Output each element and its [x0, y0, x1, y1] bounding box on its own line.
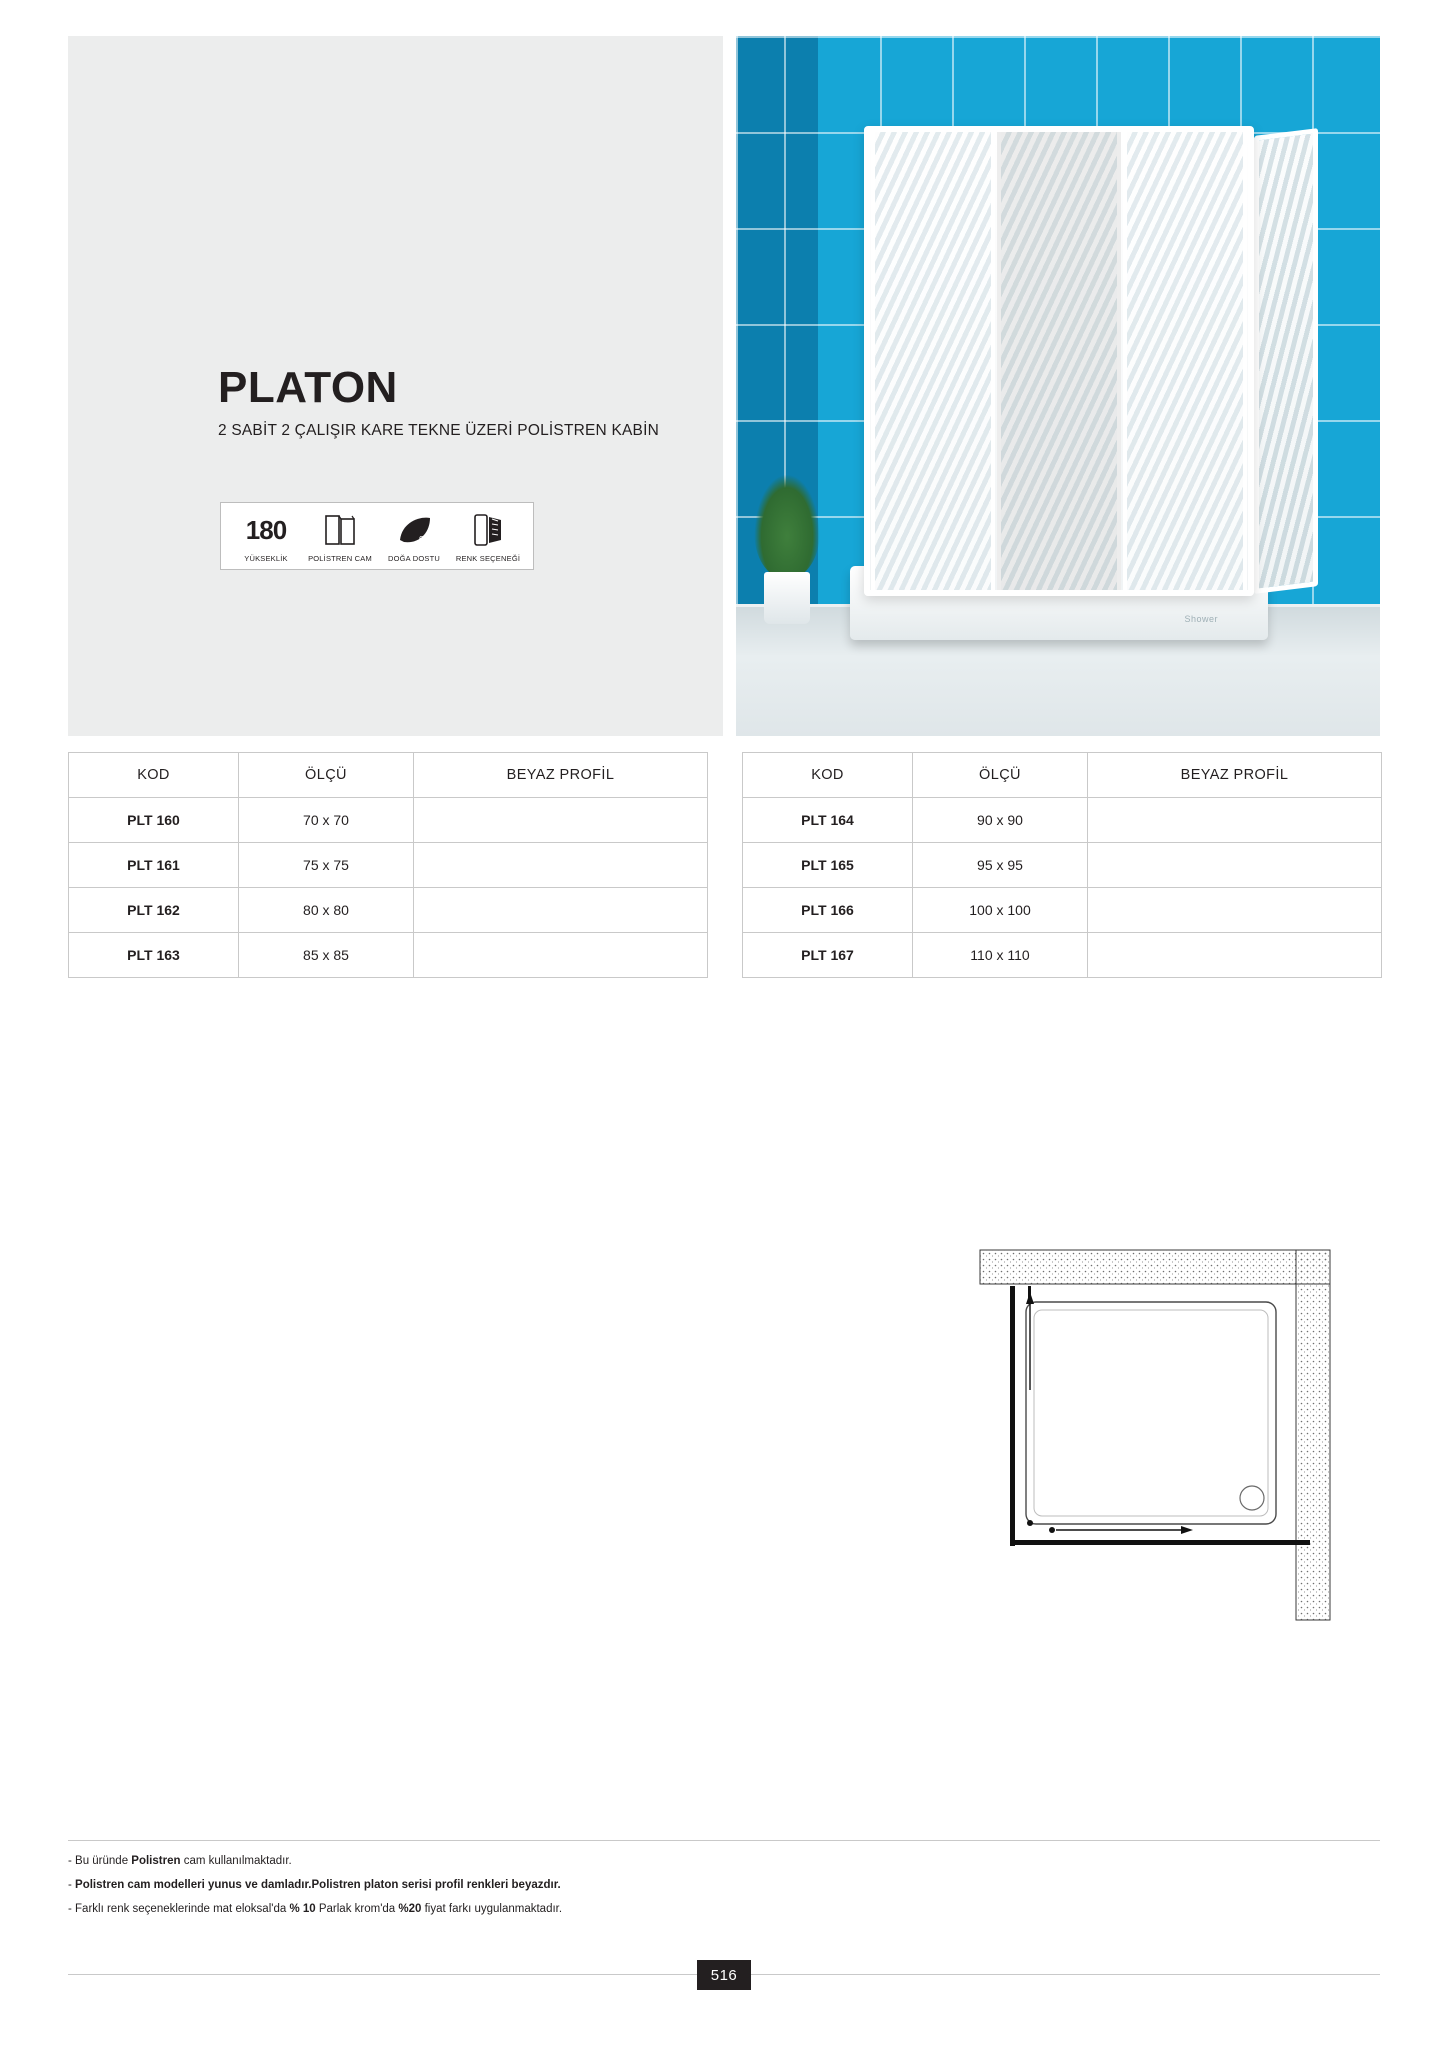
cell-code: PLT 165	[743, 843, 913, 888]
cabin-panel	[997, 132, 1121, 590]
column-header-kod: KOD	[743, 753, 913, 798]
cell-size: 95 x 95	[913, 843, 1088, 888]
table-row	[69, 798, 708, 843]
cell-code: PLT 162	[69, 888, 239, 933]
cell-size: 100 x 100	[913, 888, 1088, 933]
cell-size: 110 x 110	[913, 933, 1088, 978]
page-footer	[68, 1966, 1380, 1984]
cell-white-profile	[1088, 843, 1382, 888]
column-header-olcu: ÖLÇÜ	[239, 753, 414, 798]
cabin-frame	[864, 126, 1254, 596]
page-number: 516	[697, 1960, 751, 1990]
note-line-3: - Farklı renk seçeneklerinde mat eloksal'da % 10 Parlak krom'da %20 fiyat farkı uygulanmaktadır.	[68, 1903, 563, 1915]
cabin-panel	[1123, 132, 1247, 590]
page-title: PLATON	[218, 363, 398, 412]
column-header-kod: KOD	[69, 753, 239, 798]
shower-cabin	[864, 126, 1254, 624]
svg-text:eco: eco	[419, 533, 434, 543]
cell-code: PLT 160	[69, 798, 239, 843]
color-swatch-icon	[451, 509, 525, 551]
cell-code: PLT 164	[743, 798, 913, 843]
table-header-row	[69, 753, 708, 798]
column-header-beyaz-profil: BEYAZ PROFİL	[1088, 753, 1382, 798]
leaf-eco-icon	[377, 509, 451, 551]
column-header-beyaz-profil: BEYAZ PROFİL	[414, 753, 708, 798]
cell-code: PLT 161	[69, 843, 239, 888]
cell-code: PLT 167	[743, 933, 913, 978]
table-row	[69, 933, 708, 978]
cell-white-profile	[1088, 888, 1382, 933]
notes-divider	[68, 1840, 1380, 1841]
table-row	[743, 933, 1382, 978]
cell-white-profile	[1088, 798, 1382, 843]
polystyrene-glass-label: POLİSTREN CAM	[308, 554, 372, 563]
brand-mark: Shower	[1184, 614, 1218, 624]
column-header-olcu: ÖLÇÜ	[913, 753, 1088, 798]
cell-size: 80 x 80	[239, 888, 414, 933]
height-number-icon: 180	[245, 514, 287, 545]
plant-leaves	[754, 474, 820, 578]
notes-section	[68, 1840, 1380, 1927]
spec-table-right	[742, 752, 1382, 978]
polystyrene-glass-badge	[303, 509, 377, 563]
eco-badge	[377, 509, 451, 563]
spec-table-left	[68, 752, 708, 978]
cell-white-profile	[1088, 933, 1382, 978]
color-options-label: RENK SEÇENEĞİ	[455, 554, 521, 563]
cabin-panel	[871, 132, 995, 590]
eco-badge-label: DOĞA DOSTU	[387, 554, 440, 563]
cell-size: 85 x 85	[239, 933, 414, 978]
plant-decoration	[754, 474, 820, 624]
height-badge-label: YÜKSEKLİK	[244, 554, 288, 563]
title-block	[218, 363, 688, 440]
plant-pot	[764, 572, 810, 624]
cell-code: PLT 163	[69, 933, 239, 978]
cell-size: 70 x 70	[239, 798, 414, 843]
cell-white-profile	[414, 933, 708, 978]
technical-drawing	[970, 1240, 1360, 1660]
hero-section	[68, 36, 1380, 736]
glass-panel-icon	[303, 509, 377, 551]
table-row	[69, 843, 708, 888]
note-line-2: - Polistren cam modelleri yunus ve damladır.Polistren platon serisi profil renkleri beyazdır.	[68, 1879, 561, 1891]
table-header-row	[743, 753, 1382, 798]
height-badge	[229, 509, 303, 563]
cell-white-profile	[414, 798, 708, 843]
product-photo	[736, 36, 1380, 736]
product-subtitle: 2 SABİT 2 ÇALIŞIR KARE TEKNE ÜZERİ POLİSTREN KABİN	[218, 422, 659, 439]
cell-white-profile	[414, 888, 708, 933]
note-line-1: - Bu üründe Polistren cam kullanılmaktadır.	[68, 1855, 292, 1867]
feature-badges	[220, 502, 534, 570]
table-row	[69, 888, 708, 933]
cell-size: 75 x 75	[239, 843, 414, 888]
cell-size: 90 x 90	[913, 798, 1088, 843]
spec-tables	[68, 752, 1380, 978]
table-row	[743, 843, 1382, 888]
cell-code: PLT 166	[743, 888, 913, 933]
color-options-badge	[451, 509, 525, 563]
table-row	[743, 888, 1382, 933]
table-row	[743, 798, 1382, 843]
cell-white-profile	[414, 843, 708, 888]
cabin-side-panel	[1254, 128, 1318, 594]
